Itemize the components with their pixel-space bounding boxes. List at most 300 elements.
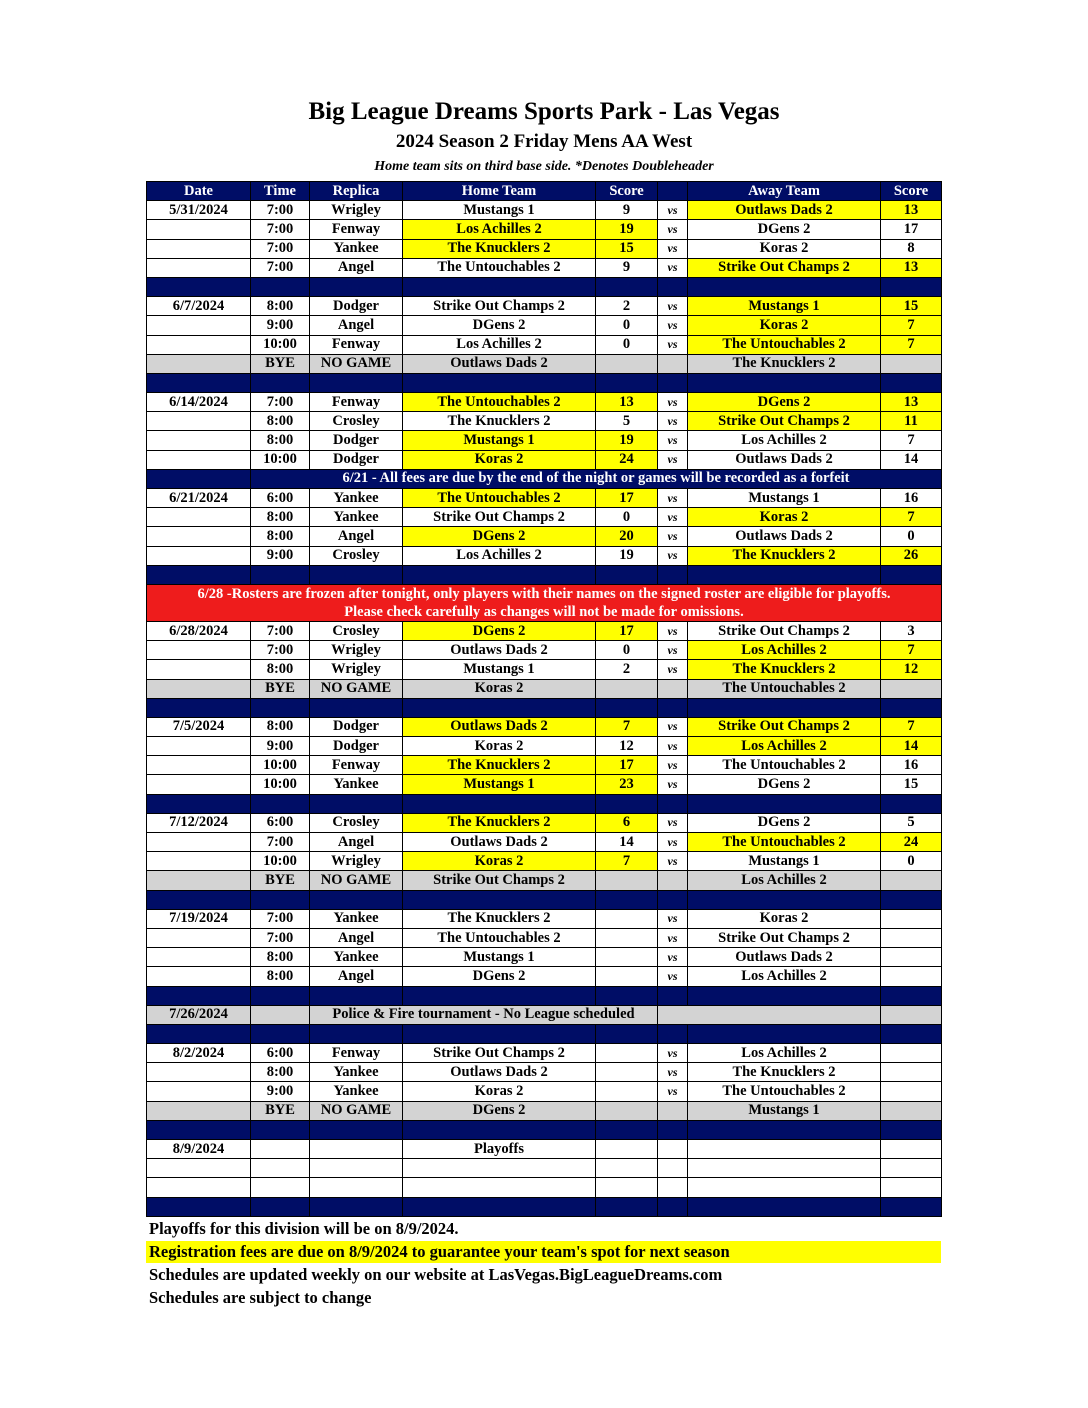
page-title: Big League Dreams Sports Park - Las Vegas [308,98,780,125]
separator-cell [310,1024,403,1043]
separator-cell [147,565,251,584]
cell-home-score: 9 [596,201,658,220]
cell-away-score [881,1082,942,1101]
cell-away-score [881,871,942,890]
table-row [147,948,942,967]
cell-replica [310,1140,403,1159]
cell-vs [658,871,688,890]
page-note: Home team sits on third base side. *Denotes Doubleheader [374,159,714,174]
cell-date: 7/5/2024 [147,717,251,736]
cell-vs: vs [658,393,688,412]
column-header-home-team: Home Team [403,182,596,201]
separator-cell [147,1120,251,1139]
table-row [147,1178,942,1197]
separator-cell [403,986,596,1005]
separator-cell [310,565,403,584]
no-league-row [147,1005,942,1024]
cell-away-score [881,354,942,373]
cell-vs: vs [658,220,688,239]
cell-time [251,1140,310,1159]
cell-away-score: 7 [881,641,942,660]
week-separator [147,277,942,296]
roster-notice-line1: 6/28 -Rosters are frozen after tonight, only players with their names on the signed roster are eligible for playoffs. [197,585,891,602]
cell-home-team: DGens 2 [403,527,596,546]
cell-vs: vs [658,1044,688,1063]
separator-cell [688,698,881,717]
cell-time: 10:00 [251,756,310,775]
cell-date [147,354,251,373]
cell-home-team [403,1159,596,1178]
cell-date [147,239,251,258]
cell-home-score [596,1101,658,1120]
separator-cell [251,373,310,392]
cell-home-team: The Untouchables 2 [403,393,596,412]
cell-away-team: Outlaws Dads 2 [688,450,881,469]
cell-time: 10:00 [251,775,310,794]
cell-away-team: Los Achilles 2 [688,431,881,450]
cell-away-score: 17 [881,220,942,239]
cell-away-score [881,1044,942,1063]
cell-replica: Yankee [310,489,403,508]
cell-replica: Yankee [310,909,403,928]
cell-home-team: Strike Out Champs 2 [403,508,596,527]
cell-away-team: Los Achilles 2 [688,1044,881,1063]
cell-away-score: 0 [881,527,942,546]
cell-away-score: 13 [881,201,942,220]
cell-time: 7:00 [251,621,310,640]
fee-notice: 6/21 - All fees are due by the end of the night or games will be recorded as a forfeit [251,469,942,488]
cell-time: 9:00 [251,316,310,335]
cell-date [147,679,251,698]
table-row [147,1140,942,1159]
separator-cell [310,1197,403,1216]
cell-vs: vs [658,412,688,431]
separator-cell [310,794,403,813]
week-separator [147,565,942,584]
cell-time: 8:00 [251,431,310,450]
cell-home-team: Playoffs [403,1140,596,1159]
separator-cell [596,277,658,296]
cell-away-team: Koras 2 [688,508,881,527]
cell-away-score: 7 [881,508,942,527]
cell-away-score: 5 [881,813,942,832]
separator-cell [251,1120,310,1139]
table-row [147,852,942,871]
separator-cell [251,794,310,813]
cell-home-score: 17 [596,489,658,508]
cell-home-score [596,967,658,986]
cell-home-score: 2 [596,660,658,679]
cell-home-score: 0 [596,508,658,527]
cell-vs [658,1159,688,1178]
separator-cell [403,565,596,584]
cell-home-score: 17 [596,621,658,640]
cell-date: 6/7/2024 [147,297,251,316]
cell-date: 7/26/2024 [147,1005,251,1024]
cell-home-team: Strike Out Champs 2 [403,297,596,316]
cell-replica: Angel [310,316,403,335]
cell-date [147,450,251,469]
table-row [147,641,942,660]
cell-home-score [596,1159,658,1178]
cell-replica: NO GAME [310,354,403,373]
cell-time: 8:00 [251,967,310,986]
separator-cell [688,1024,881,1043]
cell-replica: Crosley [310,621,403,640]
cell-home-team: Strike Out Champs 2 [403,1044,596,1063]
cell-away-team: The Knucklers 2 [688,660,881,679]
cell-replica: Fenway [310,1044,403,1063]
cell-away-score [881,679,942,698]
week-separator [147,986,942,1005]
cell-replica: Yankee [310,1063,403,1082]
cell-vs [658,1101,688,1120]
table-row [147,335,942,354]
cell-away-team: Mustangs 1 [688,489,881,508]
cell-home-team [403,1178,596,1197]
cell-away-team: The Untouchables 2 [688,756,881,775]
separator-cell [881,373,942,392]
cell-vs: vs [658,527,688,546]
table-row [147,928,942,947]
separator-cell [310,277,403,296]
cell-home-score: 17 [596,756,658,775]
cell-date: 5/31/2024 [147,201,251,220]
week-separator [147,1197,942,1216]
cell-vs: vs [658,239,688,258]
separator-cell [881,890,942,909]
cell-date [147,431,251,450]
cell-home-team: Mustangs 1 [403,660,596,679]
separator-cell [881,565,942,584]
cell-time: 10:00 [251,335,310,354]
cell-time: 7:00 [251,393,310,412]
cell-away-team: Strike Out Champs 2 [688,412,881,431]
roster-notice-row [147,584,942,621]
cell-away-score: 0 [881,852,942,871]
separator-cell [310,986,403,1005]
cell-vs: vs [658,833,688,852]
cell-replica: Yankee [310,239,403,258]
cell-home-score: 14 [596,833,658,852]
cell-replica: Yankee [310,948,403,967]
cell-time: BYE [251,1101,310,1120]
cell-home-score: 20 [596,527,658,546]
separator-cell [596,794,658,813]
cell-date [147,1101,251,1120]
cell-home-score: 7 [596,717,658,736]
cell-home-score: 9 [596,258,658,277]
bye-row [147,1101,942,1120]
cell-home-team: The Untouchables 2 [403,489,596,508]
cell-replica: Dodger [310,450,403,469]
column-header-away-score: Score [881,182,942,201]
cell-home-team: Los Achilles 2 [403,546,596,565]
cell-time: 8:00 [251,717,310,736]
cell-date [147,335,251,354]
cell-home-team: Mustangs 1 [403,775,596,794]
cell-away-score [881,1159,942,1178]
cell-replica: Fenway [310,335,403,354]
separator-cell [251,1197,310,1216]
cell-away-team: DGens 2 [688,813,881,832]
cell-away-score: 24 [881,833,942,852]
cell-away-score [881,1140,942,1159]
separator-cell [403,1024,596,1043]
separator-cell [688,277,881,296]
cell-replica: Dodger [310,297,403,316]
cell-time: 9:00 [251,546,310,565]
cell-date [147,508,251,527]
cell-away-score: 15 [881,775,942,794]
cell-replica: Angel [310,833,403,852]
table-row [147,450,942,469]
cell-home-team: Outlaws Dads 2 [403,833,596,852]
cell-vs: vs [658,967,688,986]
table-header [147,182,942,201]
separator-cell [688,373,881,392]
schedule-table [146,181,942,1217]
cell-date [147,412,251,431]
week-separator [147,890,942,909]
cell-vs: vs [658,756,688,775]
cell-vs: vs [658,316,688,335]
cell-replica [310,1178,403,1197]
cell-replica: Angel [310,527,403,546]
cell-vs: vs [658,1063,688,1082]
cell-away-team: Mustangs 1 [688,1101,881,1120]
cell-date [147,660,251,679]
cell-vs [658,1140,688,1159]
cell-home-team: The Knucklers 2 [403,909,596,928]
cell-home-score: 19 [596,546,658,565]
cell-vs: vs [658,546,688,565]
table-row [147,967,942,986]
cell-date [147,220,251,239]
cell-away-score: 26 [881,546,942,565]
cell-time: 9:00 [251,1082,310,1101]
cell-home-score [596,1140,658,1159]
cell-away-score: 7 [881,335,942,354]
cell-home-team: Mustangs 1 [403,201,596,220]
cell-away-team: Koras 2 [688,316,881,335]
table-row [147,527,942,546]
cell-replica: Fenway [310,220,403,239]
cell-time: 8:00 [251,948,310,967]
cell-replica: Crosley [310,813,403,832]
separator-cell [688,1197,881,1216]
cell-replica: NO GAME [310,679,403,698]
cell-away-team: The Untouchables 2 [688,679,881,698]
separator-cell [881,986,942,1005]
separator-cell [881,1024,942,1043]
cell-date [147,928,251,947]
roster-notice [147,584,942,621]
cell-vs: vs [658,775,688,794]
cell-vs: vs [658,717,688,736]
cell-away-score [881,967,942,986]
cell-home-score: 12 [596,737,658,756]
cell-away-score: 16 [881,756,942,775]
separator-cell [688,986,881,1005]
separator-cell [881,794,942,813]
cell-away-team: Strike Out Champs 2 [688,258,881,277]
cell-time: 7:00 [251,220,310,239]
cell-date: 6/14/2024 [147,393,251,412]
cell-vs: vs [658,450,688,469]
cell-time: 6:00 [251,813,310,832]
separator-cell [251,277,310,296]
cell-date [147,852,251,871]
cell-vs: vs [658,621,688,640]
cell-vs: vs [658,1082,688,1101]
cell-home-score: 2 [596,297,658,316]
cell-time: 7:00 [251,928,310,947]
table-row [147,239,942,258]
table-row [147,431,942,450]
separator-cell [251,1024,310,1043]
page-subtitle: 2024 Season 2 Friday Mens AA West [395,131,693,152]
separator-cell [658,794,688,813]
cell-vs: vs [658,297,688,316]
cell-home-team: Outlaws Dads 2 [403,717,596,736]
cell-away-score: 13 [881,393,942,412]
fee-notice-row [147,469,942,488]
cell-time: 10:00 [251,450,310,469]
cell-time: 8:00 [251,297,310,316]
table-row [147,393,942,412]
table-row [147,258,942,277]
cell-home-team: Koras 2 [403,1082,596,1101]
separator-cell [881,698,942,717]
cell-away-score [881,1063,942,1082]
table-row [147,546,942,565]
cell-home-team: The Knucklers 2 [403,813,596,832]
cell-away-team: The Knucklers 2 [688,1063,881,1082]
separator-cell [147,986,251,1005]
table-row [147,737,942,756]
cell-away-score: 16 [881,489,942,508]
cell-vs: vs [658,737,688,756]
separator-cell [310,698,403,717]
cell-vs [658,354,688,373]
cell-home-team: The Knucklers 2 [403,412,596,431]
cell-home-team: DGens 2 [403,316,596,335]
separator-cell [403,794,596,813]
cell-vs: vs [658,258,688,277]
cell-date [147,527,251,546]
separator-cell [658,1024,688,1043]
table-row [147,1082,942,1101]
cell-away-team: Outlaws Dads 2 [688,527,881,546]
table-row [147,909,942,928]
separator-cell [403,277,596,296]
cell-date [147,546,251,565]
footer-playoffs-note: Playoffs for this division will be on 8/9/2024. [149,1219,459,1238]
footer-change-note: Schedules are subject to change [149,1288,372,1307]
column-header-away-team: Away Team [688,182,881,201]
cell-home-score [596,1044,658,1063]
cell-vs: vs [658,508,688,527]
cell-date [147,833,251,852]
cell-home-team: Outlaws Dads 2 [403,1063,596,1082]
separator-cell [147,698,251,717]
roster-notice-line2: Please check carefully as changes will not be made for omissions. [344,603,744,620]
separator-cell [881,277,942,296]
cell-time: 8:00 [251,412,310,431]
table-row [147,508,942,527]
separator-cell [251,890,310,909]
cell-replica: Angel [310,967,403,986]
cell-away-team: The Untouchables 2 [688,335,881,354]
cell-away-score [881,1005,942,1024]
cell-replica: Yankee [310,1082,403,1101]
cell-home-team: Los Achilles 2 [403,335,596,354]
separator-cell [658,1120,688,1139]
separator-cell [596,373,658,392]
cell-home-team: DGens 2 [403,621,596,640]
cell-away-score [881,1178,942,1197]
cell-vs [658,679,688,698]
cell-away-team: Outlaws Dads 2 [688,201,881,220]
cell-vs: vs [658,948,688,967]
table-row [147,1044,942,1063]
cell-date [147,258,251,277]
cell-time: 9:00 [251,737,310,756]
cell-away-team: Los Achilles 2 [688,737,881,756]
cell-home-team: Strike Out Champs 2 [403,871,596,890]
cell-replica [310,1159,403,1178]
cell-time: BYE [251,679,310,698]
table-row [147,775,942,794]
cell-date [147,1082,251,1101]
footer-website-note: Schedules are updated weekly on our website at LasVegas.BigLeagueDreams.com [149,1265,723,1284]
cell-time: 7:00 [251,258,310,277]
cell-home-score [596,909,658,928]
cell-replica: Fenway [310,756,403,775]
table-row [147,813,942,832]
cell-away-score: 11 [881,412,942,431]
separator-cell [147,1024,251,1043]
separator-cell [688,565,881,584]
cell-away-team: Los Achilles 2 [688,967,881,986]
bye-row [147,354,942,373]
cell-away-team: Los Achilles 2 [688,871,881,890]
cell-vs: vs [658,201,688,220]
cell-replica: Dodger [310,737,403,756]
table-row [147,717,942,736]
cell-time: 8:00 [251,508,310,527]
cell-time: 7:00 [251,239,310,258]
cell-away-score: 8 [881,239,942,258]
cell-home-score [596,354,658,373]
cell-vs: vs [658,813,688,832]
separator-cell [596,986,658,1005]
cell-away-team [658,1005,881,1024]
cell-home-team: DGens 2 [403,967,596,986]
cell-away-team: Outlaws Dads 2 [688,948,881,967]
cell-away-team: DGens 2 [688,393,881,412]
cell-home-team: The Untouchables 2 [403,928,596,947]
cell-date [147,871,251,890]
separator-cell [251,986,310,1005]
cell-vs: vs [658,641,688,660]
cell-home-score: 19 [596,220,658,239]
cell-away-score [881,928,942,947]
separator-cell [658,565,688,584]
cell-home-score: 15 [596,239,658,258]
cell-home-team: Mustangs 1 [403,948,596,967]
